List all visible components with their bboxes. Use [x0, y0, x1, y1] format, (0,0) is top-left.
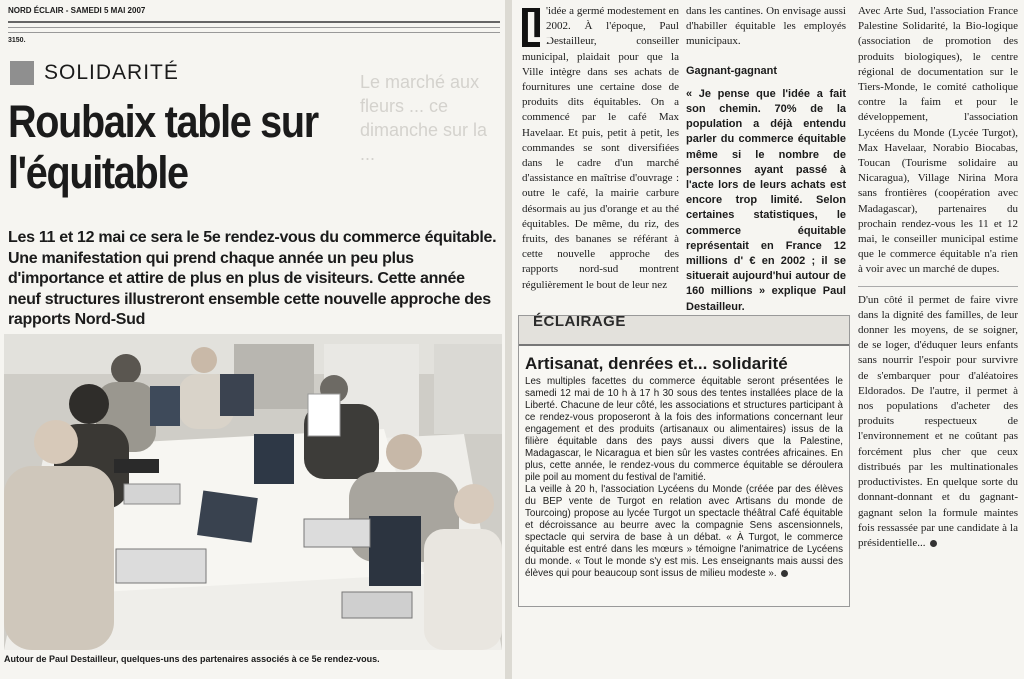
- rubric-square-icon: [10, 61, 34, 85]
- bleed-through-text: Le marché aux fleurs ... ce dimanche sur la ...: [360, 72, 488, 164]
- eclairage-header: [519, 313, 849, 346]
- rubric-label: SOLIDARITÉ: [44, 61, 179, 84]
- eclairage-label: ÉCLAIRAGE: [533, 313, 626, 330]
- standfirst: Les 11 et 12 mai ce sera le 5e rendez-vous du commerce équitable. Une manifestation qui prend chaque année un peu plus d'importance et attire de plus en plus de visiteurs. Cette année neuf structures illustreront ensemble cette nouvelle approche des rapports Nord-Sud: [8, 229, 497, 328]
- eclairage-paragraph-2: La veille à 20 h, l'association Lycéens du Monde (créée par des élèves du BEP vente de Turgot en relation avec Artisans du monde de Tourcoing) propose au lycée Turgot un spectacle théâtral Café équitable et décroissance au beurre avec la compagnie Sens ascensionnels, spectacle qui servira de base à un débat. « À Turgot, le commerce équitable est entré dans les mœurs » témoigne l'animatrice de Lycéens du monde. « Tout le monde s'y est mis. Les enseignants mais aussi des élèves qui pour beaucoup sont issus de milieu modeste ».: [525, 484, 843, 579]
- photo-illustration: [4, 334, 502, 650]
- end-mark-icon: [930, 540, 937, 547]
- masthead: NORD ÉCLAIR - SAMEDI 5 MAI 2007: [8, 6, 146, 15]
- right-page: [512, 0, 1024, 679]
- eclairage-body: [525, 376, 843, 580]
- column-3-partners: Avec Arte Sud, l'association France Palestine Solidarité, la Bio-logique (association de promotion des produits biologiques), le centre régional de documentation sur le Tiers-Monde, le comité catholique contre la faim et pour le développement, l'association Lycéens du Monde (Lycée Turgot), Max Havelaar, Norabio Biocabas, Toucan (Tourisme solidaire au Nicaragua), Village Nirina Mora sans frontières (coopération avec Madagascar), partenaires du prochain rendez-vous les 11 et 12 mai, le conseiller municipal estime que le commerce équitable n'a rien à voir avec un marché de dupes.: [858, 5, 1018, 276]
- article-column-1: [522, 4, 679, 293]
- subhead-gagnant: Gagnant-gagnant: [686, 64, 778, 77]
- eclairage-box: [518, 315, 850, 607]
- column-1-text: 'idée a germé modestement en 2002. À l'époque, Paul Destailleur, conseiller municipal, plaidait pour que la Ville intègre dans ses achats de fournitures une certaine dose de produits dits équitables. On a commencé par le café Max Havelaar. Et puis, petit à petit, les commandes se sont diversifiées dans le cadre d'un marché d'assistance en maîtrise d'ouvrage : outre le café, la mairie carbure désormais au jus d'orange et au thé équitables. De même, du riz, des fruits, des bananes se référant à cette nouvelle approche des rapports nord-sud montrent régulièrement le bout de leur nez: [522, 5, 679, 291]
- column-divider: [858, 286, 1018, 287]
- article-column-3: [858, 4, 1018, 551]
- eclairage-paragraph-1: Les multiples facettes du commerce équitable seront présentées le samedi 12 mai de 10 h à 17 h 30 sous des tentes installées place de la Liberté. Chacune de leur côté, les associations et structures participant à ce rendez-vous proposeront à la fois des informations concernant leur engagement et des produits (artisanaux ou alimentaires) issus de la filière équitable dans des pays aussi divers que la Palestine, Madagascar, le Nicaragua et bien sûr les vastes contrées africaines. En plus, cette année, le rendez-vous du commerce équitable se déroulera pile poil au moment du festival de l'amitié.: [525, 376, 843, 483]
- eclairage-title: Artisanat, denrées et... solidarité: [525, 354, 788, 373]
- masthead-rule-thin-2: [8, 32, 500, 33]
- drop-cap: L: [522, 8, 540, 47]
- headline: Roubaix table sur l'équitable: [8, 96, 318, 198]
- group-photo: [4, 334, 502, 650]
- article-column-2: [686, 4, 846, 315]
- column-3-conclusion: D'un côté il permet de faire vivre dans la dignité des familles, de leur donner les moyens, de se soigner, de se loger, d'éduquer leurs enfants sans nourrir l'espoir pour survivre de s'embarquer pour d'aléatoires Eldorados. De l'autre, il permet à nos populations d'acheter des produits respectueux de l'environnement et ne coûtant pas forcément plus cher que ceux distribués par les multinationales productivistes. En quelque sorte du donnant-donnant et du gagnant-gagnant selon la formule maintes fois ressassée par une candidate à la présidentielle...: [858, 293, 1018, 549]
- masthead-rule-thin: [8, 27, 500, 28]
- rubric: [10, 61, 179, 85]
- photo-caption: Autour de Paul Destailleur, quelques-uns des partenaires associés à ce 5e rendez-vous.: [4, 654, 380, 664]
- masthead-rule: [8, 21, 500, 23]
- column-2-intro: dans les cantines. On envisage aussi d'habiller équitable les employés municipaux.: [686, 5, 846, 48]
- end-mark-icon: [781, 570, 788, 577]
- quote-paragraph: « Je pense que l'idée a fait son chemin. 70% de la population a déjà entendu parler du commerce équitable même si le nombre de personnes ayant passé à l'acte lors de leurs achats est encore trop limité. Selon certaines statistiques, le commerce équitable représentait en France 12 millions d' € en 2002 ; il se situerait aujourd'hui autour de 160 millions » explique Paul Destailleur.: [686, 87, 846, 313]
- issue-number: 3150.: [8, 37, 26, 44]
- left-page: [0, 0, 506, 679]
